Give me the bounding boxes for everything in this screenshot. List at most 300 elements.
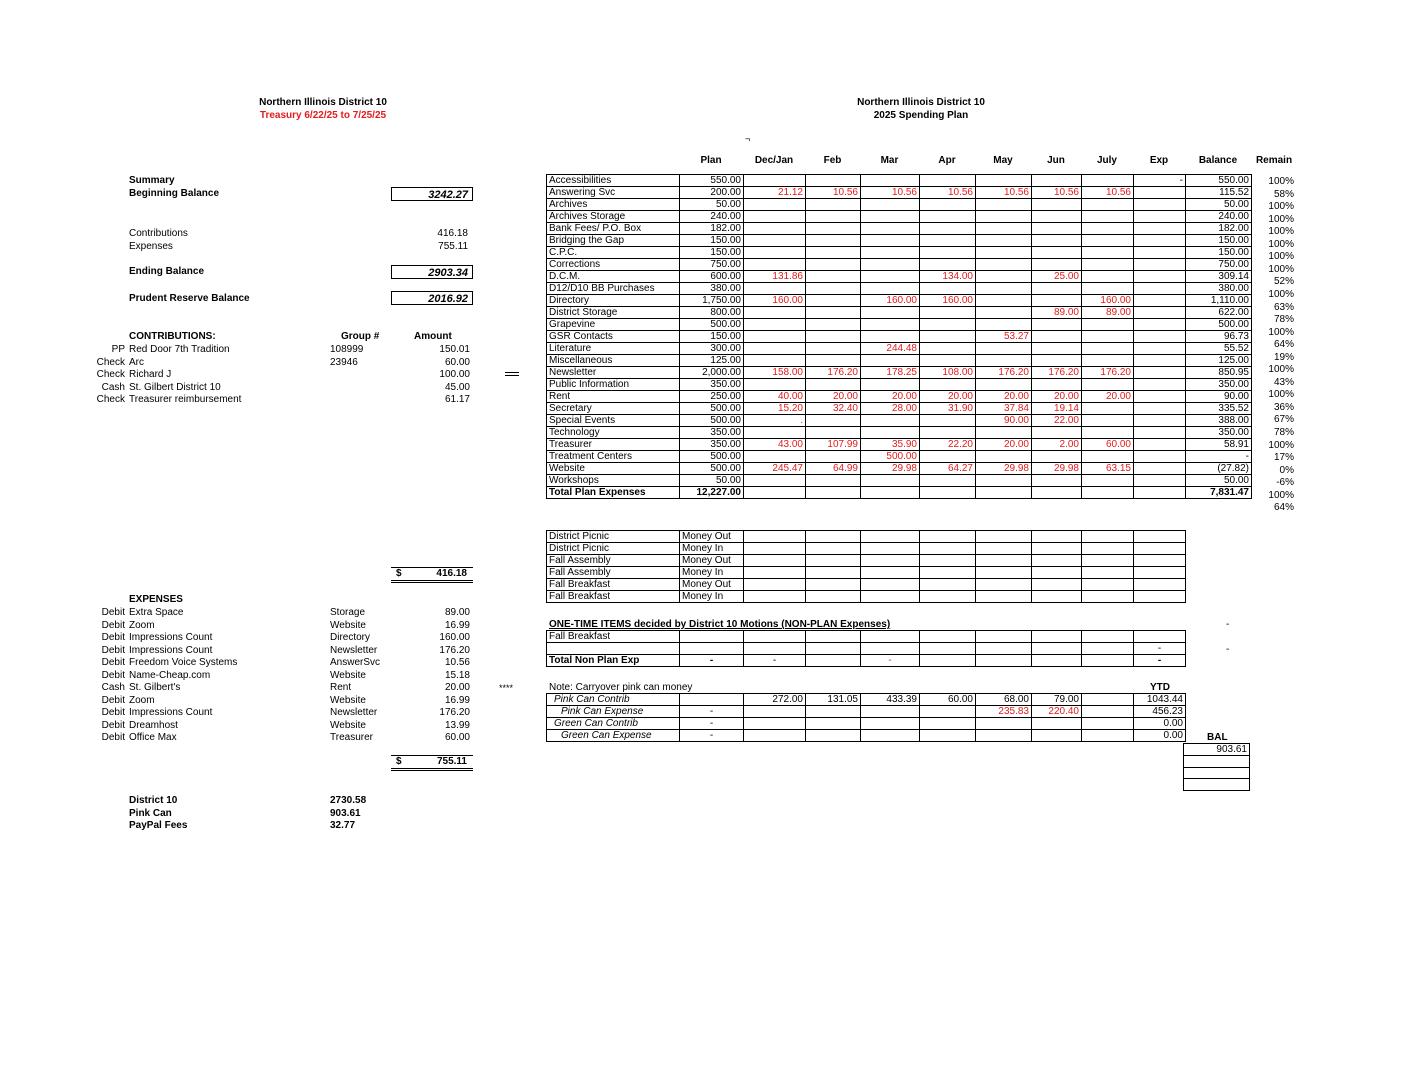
month-spend (1032, 319, 1082, 331)
month-spend (806, 175, 861, 187)
contrib-amount: 60.00 (444, 356, 470, 368)
plan-amount: 250.00 (680, 391, 744, 403)
month-spend (744, 223, 806, 235)
plan-category: Newsletter (547, 367, 680, 379)
month-spend (806, 283, 861, 295)
plan-row (547, 427, 1252, 439)
plan-amount: 300.00 (680, 343, 744, 355)
can-row (547, 718, 1186, 730)
contrib-group: 108999 (330, 344, 364, 355)
balance-cell: 90.00 (1186, 391, 1252, 403)
month-spend (1082, 235, 1134, 247)
can-month (920, 706, 976, 718)
can-month (861, 730, 920, 742)
remain-pct: 19% (1273, 351, 1294, 363)
month-spend: 22.20 (920, 439, 976, 451)
event-name: Fall Assembly (547, 555, 680, 567)
expense-name: Impressions Count (129, 707, 213, 718)
month-spend: 64.27 (920, 463, 976, 475)
contributions-header: CONTRIBUTIONS: (129, 331, 216, 342)
beginning-balance-label: Beginning Balance (129, 188, 220, 199)
nonplan-empty (920, 655, 976, 667)
contrib-type: Check (96, 356, 125, 368)
exp-cell (1134, 391, 1186, 403)
can-month (744, 718, 806, 730)
month-spend: 176.20 (806, 367, 861, 379)
onetime-table (546, 630, 1186, 667)
month-spend (1032, 175, 1082, 187)
month-spend: 10.56 (806, 187, 861, 199)
month-spend: 108.00 (920, 367, 976, 379)
plan-amount: 350.00 (680, 427, 744, 439)
month-spend (1032, 451, 1082, 463)
onetime-side-dash: - (1226, 644, 1230, 655)
month-spend: 20.00 (1082, 391, 1134, 403)
exp-cell (1134, 451, 1186, 463)
month-spend (861, 307, 920, 319)
event-empty (1032, 555, 1082, 567)
total-remain-pct: 64% (1273, 502, 1294, 514)
plan-category: Miscellaneous (547, 355, 680, 367)
exp-total-currency: $ (396, 756, 402, 767)
plan-category: Accessibilities (547, 175, 680, 187)
month-spend (920, 475, 976, 487)
onetime-empty (1082, 631, 1134, 643)
month-spend: 160.00 (920, 295, 976, 307)
month-spend (806, 235, 861, 247)
prudent-reserve-label: Prudent Reserve Balance (129, 293, 250, 304)
remain-pct: 17% (1273, 452, 1294, 464)
can-name: Green Can Contrib (547, 718, 680, 730)
event-empty (976, 531, 1032, 543)
month-spend (1082, 343, 1134, 355)
exp-cell (1134, 283, 1186, 295)
month-spend (1032, 259, 1082, 271)
balance-cell: 50.00 (1186, 199, 1252, 211)
month-spend: 2.00 (1032, 439, 1082, 451)
can-month: 235.83 (976, 706, 1032, 718)
balance-cell: 240.00 (1186, 211, 1252, 223)
month-spend (920, 307, 976, 319)
expense-category: Website (330, 669, 366, 681)
month-spend: 160.00 (1082, 295, 1134, 307)
month-spend: 20.00 (1032, 391, 1082, 403)
contrib-amount: 100.00 (439, 369, 470, 380)
exp-cell (1134, 343, 1186, 355)
month-spend (920, 355, 976, 367)
expense-amount: 176.20 (439, 644, 470, 656)
exp-cell (1134, 439, 1186, 451)
bal-label: BAL (1207, 732, 1228, 743)
month-spend (861, 223, 920, 235)
ending-balance-label: Ending Balance (129, 266, 205, 277)
event-kind: Money Out (680, 555, 744, 567)
exp-cell (1134, 235, 1186, 247)
month-spend: 10.56 (861, 187, 920, 199)
can-plan: - (680, 718, 744, 730)
contrib-amount: 150.01 (439, 344, 470, 355)
expense-amount: 160.00 (439, 632, 470, 643)
column-header: Feb (823, 155, 842, 166)
month-spend: 134.00 (920, 271, 976, 283)
plan-category: D12/D10 BB Purchases (547, 283, 680, 295)
remain-pct: 52% (1273, 276, 1294, 288)
plan-amount: 200.00 (680, 187, 744, 199)
event-empty (744, 579, 806, 591)
plan-row (547, 367, 1252, 379)
contrib-amount: 61.17 (444, 394, 470, 405)
month-spend: 15.20 (744, 403, 806, 415)
month-spend: 43.00 (744, 439, 806, 451)
month-spend (744, 211, 806, 223)
month-spend (920, 427, 976, 439)
month-spend: 22.00 (1032, 415, 1082, 427)
plan-row (547, 223, 1252, 235)
event-empty (1032, 579, 1082, 591)
month-spend (1032, 379, 1082, 391)
balance-cell: 850.95 (1186, 367, 1252, 379)
month-spend (744, 331, 806, 343)
month-spend (920, 451, 976, 463)
expense-name: Freedom Voice Systems (129, 657, 238, 668)
cans-table (546, 693, 1186, 742)
month-spend: 20.00 (861, 391, 920, 403)
expense-type: Debit (101, 669, 125, 681)
fund-label: Pink Can (129, 807, 172, 819)
onetime-empty (1032, 643, 1082, 655)
month-spend: 90.00 (976, 415, 1032, 427)
month-spend (806, 355, 861, 367)
onetime-empty (680, 631, 744, 643)
month-spend (1082, 379, 1134, 391)
month-spend (744, 319, 806, 331)
month-spend: 160.00 (861, 295, 920, 307)
expense-category: Directory (330, 632, 371, 643)
treasury-title: Northern Illinois District 10 (259, 97, 387, 108)
remain-pct: 36% (1273, 401, 1294, 413)
contrib-total-row (391, 567, 473, 583)
remain-pct: 58% (1273, 188, 1294, 200)
month-spend: . (744, 415, 806, 427)
plan-amount: 2,000.00 (680, 367, 744, 379)
plan-amount: 550.00 (680, 175, 744, 187)
event-empty (1082, 567, 1134, 579)
month-spend (920, 199, 976, 211)
plan-amount: 750.00 (680, 259, 744, 271)
column-header: Dec/Jan (754, 155, 794, 166)
event-empty (1082, 531, 1134, 543)
month-spend: 176.20 (1032, 367, 1082, 379)
month-spend (1032, 223, 1082, 235)
plan-category: Answering Svc (547, 187, 680, 199)
balance-cell: 500.00 (1186, 319, 1252, 331)
plan-row (547, 211, 1252, 223)
month-spend (861, 415, 920, 427)
event-row (547, 579, 1186, 591)
month-spend (976, 223, 1032, 235)
can-row (547, 706, 1186, 718)
event-empty (976, 579, 1032, 591)
column-header: Jun (1047, 155, 1065, 166)
column-header: Mar (880, 155, 899, 166)
month-spend (744, 355, 806, 367)
remain-pct: 100% (1268, 439, 1294, 451)
remain-pct: 63% (1273, 301, 1294, 313)
can-month (1082, 694, 1134, 706)
event-empty (920, 531, 976, 543)
balance-cell: 125.00 (1186, 355, 1252, 367)
column-header: July (1096, 155, 1117, 166)
event-empty (744, 567, 806, 579)
plan-amount: 50.00 (680, 475, 744, 487)
month-spend (976, 175, 1032, 187)
event-empty (744, 555, 806, 567)
can-month (976, 730, 1032, 742)
remain-pct: -6% (1276, 477, 1294, 489)
ytd-label: YTD (1150, 682, 1170, 693)
month-spend (806, 379, 861, 391)
expense-category: Website (330, 619, 366, 631)
plan-amount: 50.00 (680, 199, 744, 211)
can-month: 433.39 (861, 694, 920, 706)
expense-category: Website (330, 719, 366, 731)
contributions-value: 416.18 (437, 228, 468, 239)
balance-cell: 350.00 (1186, 427, 1252, 439)
plan-amount: 380.00 (680, 283, 744, 295)
plan-amount: 600.00 (680, 271, 744, 283)
month-spend: 10.56 (1032, 187, 1082, 199)
event-empty (861, 567, 920, 579)
onetime-name: Fall Breakfast (547, 631, 680, 643)
month-spend (1082, 175, 1134, 187)
month-spend (861, 211, 920, 223)
can-month (1082, 718, 1134, 730)
can-month (920, 730, 976, 742)
onetime-empty (1082, 643, 1134, 655)
can-ytd: 456.23 (1134, 706, 1186, 718)
plan-category: Website (547, 463, 680, 475)
contrib-group: 23946 (330, 356, 358, 368)
event-empty (976, 591, 1032, 603)
contributions-label: Contributions (129, 228, 188, 239)
balance-cell: 150.00 (1186, 247, 1252, 259)
month-spend (806, 427, 861, 439)
onetime-dash: - (1226, 619, 1230, 630)
plan-amount: 240.00 (680, 211, 744, 223)
month-spend: 53.27 (976, 331, 1032, 343)
expense-category: AnswerSvc (330, 657, 381, 668)
month-spend (1082, 355, 1134, 367)
month-spend (744, 199, 806, 211)
onetime-empty (1134, 631, 1186, 643)
event-empty (806, 567, 861, 579)
event-empty (861, 543, 920, 555)
onetime-empty (680, 643, 744, 655)
month-spend (976, 355, 1032, 367)
total-empty (1082, 487, 1134, 499)
month-spend (861, 331, 920, 343)
balance-cell: 622.00 (1186, 307, 1252, 319)
event-empty (1032, 531, 1082, 543)
month-spend (920, 211, 976, 223)
month-spend (1082, 331, 1134, 343)
event-empty (744, 531, 806, 543)
month-spend (861, 259, 920, 271)
month-spend (806, 223, 861, 235)
plan-category: Workshops (547, 475, 680, 487)
plan-row (547, 451, 1252, 463)
month-spend (920, 175, 976, 187)
plan-row (547, 259, 1252, 271)
can-month (861, 718, 920, 730)
column-header: Exp (1149, 155, 1169, 166)
can-ytd: 1043.44 (1134, 694, 1186, 706)
plan-category: Treatment Centers (547, 451, 680, 463)
remain-pct: 43% (1273, 376, 1294, 388)
month-spend (806, 343, 861, 355)
remain-pct: 100% (1268, 176, 1294, 187)
exp-cell (1134, 187, 1186, 199)
month-spend (861, 355, 920, 367)
event-kind: Money Out (680, 531, 744, 543)
event-empty (861, 591, 920, 603)
month-spend (861, 235, 920, 247)
plan-row (547, 355, 1252, 367)
expense-category: Website (330, 694, 366, 706)
remain-pct: 78% (1273, 314, 1294, 326)
month-spend (861, 427, 920, 439)
contrib-type: Cash (101, 381, 125, 393)
month-spend: 20.00 (976, 391, 1032, 403)
event-empty (1082, 543, 1134, 555)
total-empty (920, 487, 976, 499)
carryover-note: Note: Carryover pink can money (549, 682, 693, 693)
month-spend (1032, 331, 1082, 343)
onetime-empty (806, 643, 861, 655)
month-spend (744, 343, 806, 355)
plan-row (547, 415, 1252, 427)
total-empty (806, 487, 861, 499)
event-empty (1082, 591, 1134, 603)
plan-subtitle: 2025 Spending Plan (873, 110, 969, 121)
event-empty (920, 567, 976, 579)
can-month (744, 730, 806, 742)
month-spend (744, 283, 806, 295)
can-ytd: 0.00 (1134, 718, 1186, 730)
month-spend (976, 247, 1032, 259)
month-spend (976, 271, 1032, 283)
month-spend (976, 343, 1032, 355)
month-spend (1082, 259, 1134, 271)
month-spend: 32.40 (806, 403, 861, 415)
event-empty (976, 555, 1032, 567)
expense-amount: 16.99 (444, 694, 470, 706)
month-spend: 244.48 (861, 343, 920, 355)
event-row (547, 567, 1186, 579)
month-spend (976, 319, 1032, 331)
nonplan-empty (806, 655, 861, 667)
month-spend (1082, 319, 1134, 331)
month-spend (976, 283, 1032, 295)
can-name: Pink Can Expense (547, 706, 680, 718)
month-spend: 176.20 (1082, 367, 1134, 379)
month-spend (920, 259, 976, 271)
month-spend: 500.00 (861, 451, 920, 463)
month-spend (1032, 355, 1082, 367)
contrib-type: Check (96, 369, 125, 380)
balance-cell: 335.52 (1186, 403, 1252, 415)
remain-pct: 100% (1268, 364, 1294, 376)
expense-amount: 10.56 (444, 657, 470, 668)
month-spend (976, 235, 1032, 247)
event-empty (861, 579, 920, 591)
month-spend (976, 475, 1032, 487)
expense-category: Newsletter (330, 707, 378, 718)
total-empty (976, 487, 1032, 499)
onetime-title: ONE-TIME ITEMS decided by District 10 Motions (NON-PLAN Expenses) (549, 619, 891, 630)
plan-amount: 500.00 (680, 415, 744, 427)
contrib-total-value: 416.18 (436, 568, 467, 579)
exp-cell (1134, 403, 1186, 415)
nonplan-empty (1082, 655, 1134, 667)
month-spend: 29.98 (976, 463, 1032, 475)
total-empty (1134, 487, 1186, 499)
month-spend (744, 307, 806, 319)
can-month (1032, 730, 1082, 742)
month-spend (806, 211, 861, 223)
amount-header: Amount (414, 331, 452, 342)
month-spend: 20.00 (976, 439, 1032, 451)
balance-cell: 50.00 (1186, 475, 1252, 487)
balance-cell: 350.00 (1186, 379, 1252, 391)
month-spend (744, 427, 806, 439)
event-row (547, 543, 1186, 555)
expense-name: Dreamhost (129, 719, 178, 731)
event-empty (976, 543, 1032, 555)
event-empty (861, 555, 920, 567)
can-month: 220.40 (1032, 706, 1082, 718)
month-spend (1032, 475, 1082, 487)
nonplan-empty (1032, 655, 1082, 667)
fund-value: 32.77 (330, 820, 356, 831)
plan-row (547, 463, 1252, 475)
plan-row (547, 187, 1252, 199)
month-spend (806, 415, 861, 427)
plan-amount: 1,750.00 (680, 295, 744, 307)
exp-cell (1134, 271, 1186, 283)
event-empty (1134, 591, 1186, 603)
onetime-empty (861, 631, 920, 643)
month-spend (861, 283, 920, 295)
plan-amount: 150.00 (680, 331, 744, 343)
total-label: Total Plan Expenses (547, 487, 680, 499)
plan-category: Archives (547, 199, 680, 211)
expense-name: Zoom (129, 619, 155, 631)
event-name: Fall Breakfast (547, 579, 680, 591)
event-empty (1134, 531, 1186, 543)
exp-cell (1134, 211, 1186, 223)
plan-row (547, 295, 1252, 307)
nonplan-mar: - (861, 655, 920, 667)
plan-row (547, 175, 1252, 187)
expense-amount: 60.00 (444, 732, 470, 743)
month-spend (1032, 235, 1082, 247)
expense-type: Debit (101, 607, 125, 618)
month-spend (1032, 343, 1082, 355)
month-spend (861, 199, 920, 211)
month-spend (744, 175, 806, 187)
month-spend (861, 319, 920, 331)
